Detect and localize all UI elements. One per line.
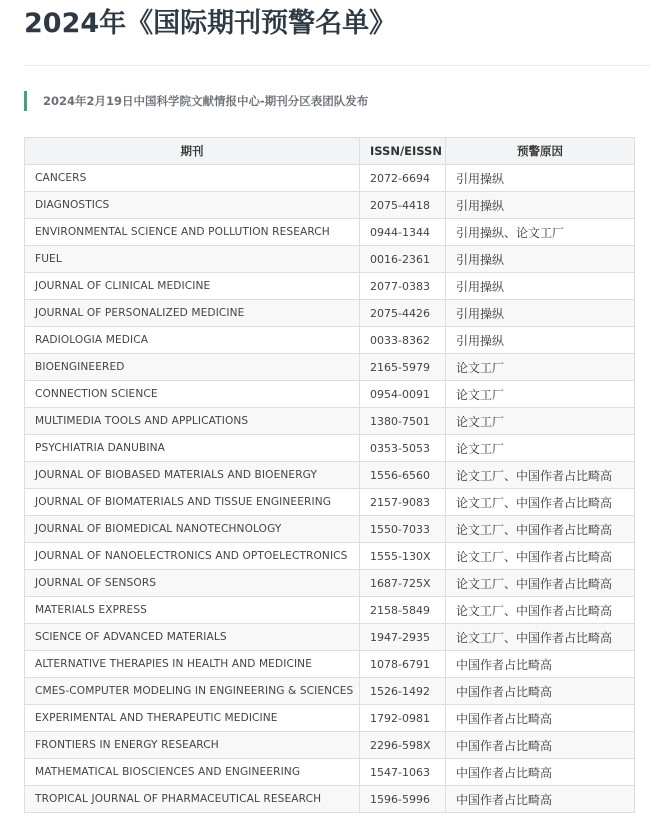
warning-reason-cell: 引用操纵: [446, 273, 635, 300]
table-row: [25, 219, 635, 246]
journal-name-cell: JOURNAL OF PERSONALIZED MEDICINE: [25, 300, 360, 327]
table-row: [25, 786, 635, 813]
warning-reason-cell: 论文工厂、中国作者占比畸高: [446, 597, 635, 624]
table-row: [25, 732, 635, 759]
journal-name-cell: JOURNAL OF SENSORS: [25, 570, 360, 597]
warning-reason-cell: 论文工厂、中国作者占比畸高: [446, 624, 635, 651]
journal-name-cell: BIOENGINEERED: [25, 354, 360, 381]
issn-cell: 2075-4426: [360, 300, 446, 327]
warning-reason-cell: 引用操纵: [446, 165, 635, 192]
table-row: [25, 408, 635, 435]
journal-warning-table: [24, 137, 635, 813]
journal-name-cell: FRONTIERS IN ENERGY RESEARCH: [25, 732, 360, 759]
table-row: [25, 678, 635, 705]
issn-cell: 0033-8362: [360, 327, 446, 354]
issn-cell: 0944-1344: [360, 219, 446, 246]
table-row: [25, 597, 635, 624]
journal-name-cell: CANCERS: [25, 165, 360, 192]
warning-reason-cell: 引用操纵: [446, 300, 635, 327]
table-row: [25, 246, 635, 273]
issn-cell: 0016-2361: [360, 246, 446, 273]
warning-reason-cell: 中国作者占比畸高: [446, 678, 635, 705]
table-body: [25, 165, 635, 813]
column-header-issn: ISSN/EISSN: [360, 138, 446, 165]
table-row: [25, 543, 635, 570]
table-row: [25, 651, 635, 678]
table-row: [25, 462, 635, 489]
issn-cell: 2077-0383: [360, 273, 446, 300]
warning-reason-cell: 论文工厂、中国作者占比畸高: [446, 516, 635, 543]
issn-cell: 2296-598X: [360, 732, 446, 759]
table-row: [25, 192, 635, 219]
table-row: [25, 570, 635, 597]
table-row: [25, 300, 635, 327]
table-row: [25, 516, 635, 543]
issn-cell: 2072-6694: [360, 165, 446, 192]
publication-subtitle: 2024年2月19日中国科学院文献情报中心-期刊分区表团队发布: [24, 91, 368, 111]
table-row: [25, 705, 635, 732]
warning-reason-cell: 论文工厂: [446, 435, 635, 462]
journal-name-cell: TROPICAL JOURNAL OF PHARMACEUTICAL RESEARCH: [25, 786, 360, 813]
issn-cell: 0954-0091: [360, 381, 446, 408]
table-row: [25, 273, 635, 300]
table-row: [25, 327, 635, 354]
warning-reason-cell: 引用操纵: [446, 327, 635, 354]
warning-reason-cell: 中国作者占比畸高: [446, 786, 635, 813]
issn-cell: 1380-7501: [360, 408, 446, 435]
title-divider: [24, 65, 650, 66]
issn-cell: 1792-0981: [360, 705, 446, 732]
table-header-row: [25, 138, 635, 165]
table-row: [25, 435, 635, 462]
issn-cell: 1687-725X: [360, 570, 446, 597]
warning-reason-cell: 中国作者占比畸高: [446, 759, 635, 786]
issn-cell: 0353-5053: [360, 435, 446, 462]
journal-name-cell: ENVIRONMENTAL SCIENCE AND POLLUTION RESEARCH: [25, 219, 360, 246]
column-header-journal: 期刊: [25, 138, 360, 165]
warning-reason-cell: 引用操纵: [446, 192, 635, 219]
warning-reason-cell: 引用操纵: [446, 246, 635, 273]
issn-cell: 1556-6560: [360, 462, 446, 489]
journal-name-cell: JOURNAL OF BIOBASED MATERIALS AND BIOENERGY: [25, 462, 360, 489]
journal-name-cell: PSYCHIATRIA DANUBINA: [25, 435, 360, 462]
journal-name-cell: ALTERNATIVE THERAPIES IN HEALTH AND MEDICINE: [25, 651, 360, 678]
journal-name-cell: SCIENCE OF ADVANCED MATERIALS: [25, 624, 360, 651]
journal-name-cell: JOURNAL OF CLINICAL MEDICINE: [25, 273, 360, 300]
warning-reason-cell: 论文工厂: [446, 381, 635, 408]
page-title: 2024年《国际期刊预警名单》: [24, 8, 397, 39]
warning-reason-cell: 论文工厂、中国作者占比畸高: [446, 462, 635, 489]
warning-reason-cell: 论文工厂、中国作者占比畸高: [446, 489, 635, 516]
journal-name-cell: MATERIALS EXPRESS: [25, 597, 360, 624]
warning-reason-cell: 论文工厂: [446, 408, 635, 435]
journal-name-cell: DIAGNOSTICS: [25, 192, 360, 219]
journal-name-cell: MATHEMATICAL BIOSCIENCES AND ENGINEERING: [25, 759, 360, 786]
issn-cell: 1526-1492: [360, 678, 446, 705]
warning-reason-cell: 论文工厂、中国作者占比畸高: [446, 570, 635, 597]
journal-name-cell: JOURNAL OF BIOMATERIALS AND TISSUE ENGINEERING: [25, 489, 360, 516]
warning-reason-cell: 论文工厂、中国作者占比畸高: [446, 543, 635, 570]
issn-cell: 2075-4418: [360, 192, 446, 219]
journal-name-cell: RADIOLOGIA MEDICA: [25, 327, 360, 354]
warning-reason-cell: 中国作者占比畸高: [446, 705, 635, 732]
issn-cell: 2157-9083: [360, 489, 446, 516]
table-row: [25, 165, 635, 192]
journal-name-cell: JOURNAL OF NANOELECTRONICS AND OPTOELECTRONICS: [25, 543, 360, 570]
issn-cell: 1547-1063: [360, 759, 446, 786]
table-row: [25, 759, 635, 786]
issn-cell: 1555-130X: [360, 543, 446, 570]
table-row: [25, 354, 635, 381]
table-row: [25, 489, 635, 516]
warning-reason-cell: 引用操纵、论文工厂: [446, 219, 635, 246]
table-row: [25, 381, 635, 408]
journal-name-cell: CMES-COMPUTER MODELING IN ENGINEERING & SCIENCES: [25, 678, 360, 705]
column-header-reason: 预警原因: [446, 138, 635, 165]
table-row: [25, 624, 635, 651]
journal-name-cell: JOURNAL OF BIOMEDICAL NANOTECHNOLOGY: [25, 516, 360, 543]
issn-cell: 1550-7033: [360, 516, 446, 543]
journal-name-cell: EXPERIMENTAL AND THERAPEUTIC MEDICINE: [25, 705, 360, 732]
issn-cell: 2165-5979: [360, 354, 446, 381]
journal-name-cell: CONNECTION SCIENCE: [25, 381, 360, 408]
warning-reason-cell: 中国作者占比畸高: [446, 732, 635, 759]
warning-reason-cell: 中国作者占比畸高: [446, 651, 635, 678]
issn-cell: 1947-2935: [360, 624, 446, 651]
journal-name-cell: MULTIMEDIA TOOLS AND APPLICATIONS: [25, 408, 360, 435]
issn-cell: 2158-5849: [360, 597, 446, 624]
issn-cell: 1078-6791: [360, 651, 446, 678]
journal-name-cell: FUEL: [25, 246, 360, 273]
issn-cell: 1596-5996: [360, 786, 446, 813]
warning-reason-cell: 论文工厂: [446, 354, 635, 381]
